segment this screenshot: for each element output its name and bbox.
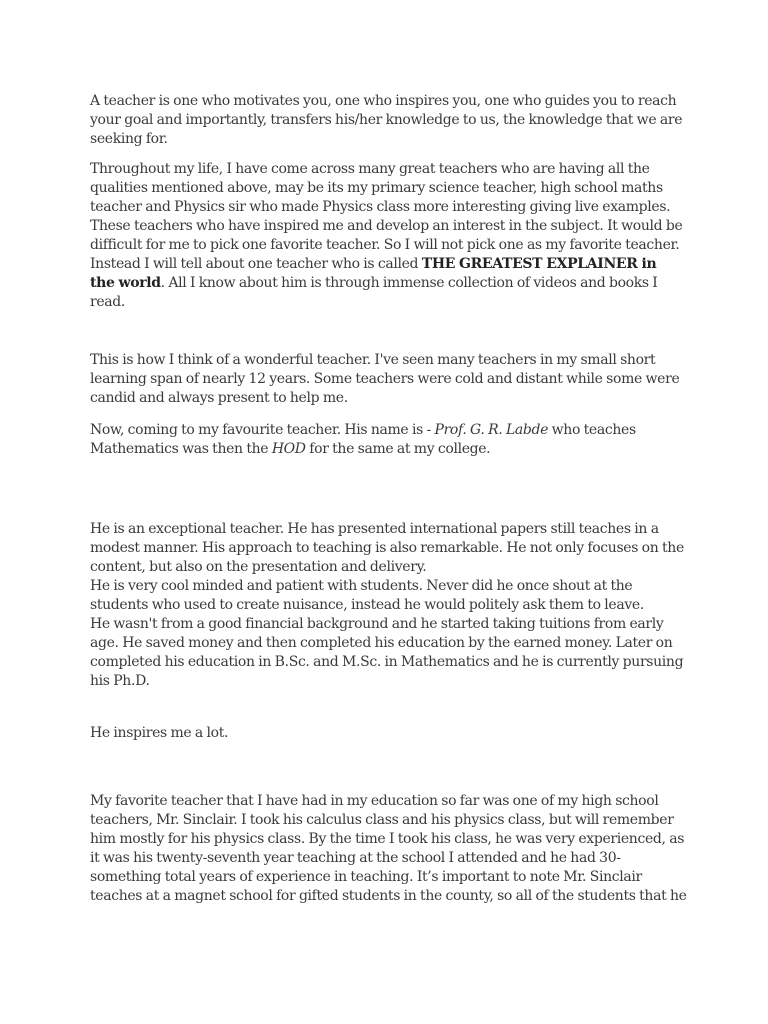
text-line: teacher and Physics sir who made Physics class more interesting giving live examples. — [90, 199, 671, 215]
text-line: Throughout my life, I have come across many great teachers who are having all the — [90, 161, 650, 177]
text-line: it was his twenty-seventh year teaching at the school I attended and he had 30- — [90, 850, 621, 866]
text-line: He is very cool minded and patient with students. Never did he once shout at the — [90, 578, 633, 594]
paragraph-sinclair — [90, 792, 687, 906]
text-line — [90, 255, 682, 274]
text-line — [90, 274, 682, 293]
text-line: He is an exceptional teacher. He has presented international papers still teaches in a — [90, 521, 659, 537]
teacher-name: Prof. G. R. Labde — [434, 422, 549, 438]
text-line: He wasn't from a good financial background and he started taking tuitions from early — [90, 616, 664, 632]
text-line: difficult for me to pick one favorite teacher. So I will not pick one as my favorite teacher. — [90, 237, 680, 253]
text-line: This is how I think of a wonderful teacher. I've seen many teachers in my small short — [90, 352, 656, 368]
text-line: his Ph.D. — [90, 673, 150, 689]
text-line: seeking for. — [90, 131, 168, 147]
text-line: students who used to create nuisance, instead he would politely ask them to leave. — [90, 597, 644, 613]
hod-italic: HOD — [271, 441, 306, 457]
paragraph-inspires — [90, 724, 228, 743]
text-line: modest manner. His approach to teaching is also remarkable. He not only focuses on the — [90, 540, 684, 556]
paragraph-wonderful — [90, 351, 679, 408]
text-line: content, but also on the presentation and delivery. — [90, 559, 427, 575]
text-line: age. He saved money and then completed his education by the earned money. Later on — [90, 635, 673, 651]
paragraph-throughout — [90, 160, 682, 312]
text-line: My favorite teacher that I have had in my education so far was one of my high school — [90, 793, 659, 809]
text-span: who teaches — [548, 422, 636, 438]
paragraph-favourite — [90, 421, 636, 459]
text-line: teaches at a magnet school for gifted students in the county, so all of the students that he — [90, 888, 687, 904]
emphasis-bold: the world — [90, 275, 161, 291]
text-span: Now, coming to my favourite teacher. His name is - — [90, 422, 435, 438]
text-line: teachers, Mr. Sinclair. I took his calculus class and his physics class, but will remember — [90, 812, 674, 828]
text-line: A teacher is one who motivates you, one who inspires you, one who guides you to reach — [90, 93, 677, 109]
text-span: . All I know about him is through immense collection of videos and books I — [160, 275, 658, 291]
text-line: completed his education in B.Sc. and M.Sc. in Mathematics and he is currently pursuing — [90, 654, 684, 670]
text-line: candid and always present to help me. — [90, 390, 348, 406]
paragraph-exceptional — [90, 520, 684, 691]
text-line: him mostly for his physics class. By the time I took his class, he was very experienced, as — [90, 831, 685, 847]
text-line: He inspires me a lot. — [90, 725, 229, 741]
text-line: something total years of experience in teaching. It’s important to note Mr. Sinclair — [90, 869, 642, 885]
text-span: Instead I will tell about one teacher who is called — [90, 256, 422, 272]
text-span: Mathematics was then the — [90, 441, 272, 457]
text-line: read. — [90, 294, 125, 310]
text-line: learning span of nearly 12 years. Some teachers were cold and distant while some were — [90, 371, 680, 387]
text-span: for the same at my college. — [305, 441, 491, 457]
paragraph-intro — [90, 92, 682, 149]
text-line — [90, 440, 636, 459]
text-line: your goal and importantly, transfers his/her knowledge to us, the knowledge that we are — [90, 112, 683, 128]
text-line: These teachers who have inspired me and develop an interest in the subject. It would be — [90, 218, 683, 234]
emphasis-bold: THE GREATEST EXPLAINER in — [421, 256, 657, 272]
text-line — [90, 421, 636, 440]
text-line: qualities mentioned above, may be its my primary science teacher, high school maths — [90, 180, 663, 196]
